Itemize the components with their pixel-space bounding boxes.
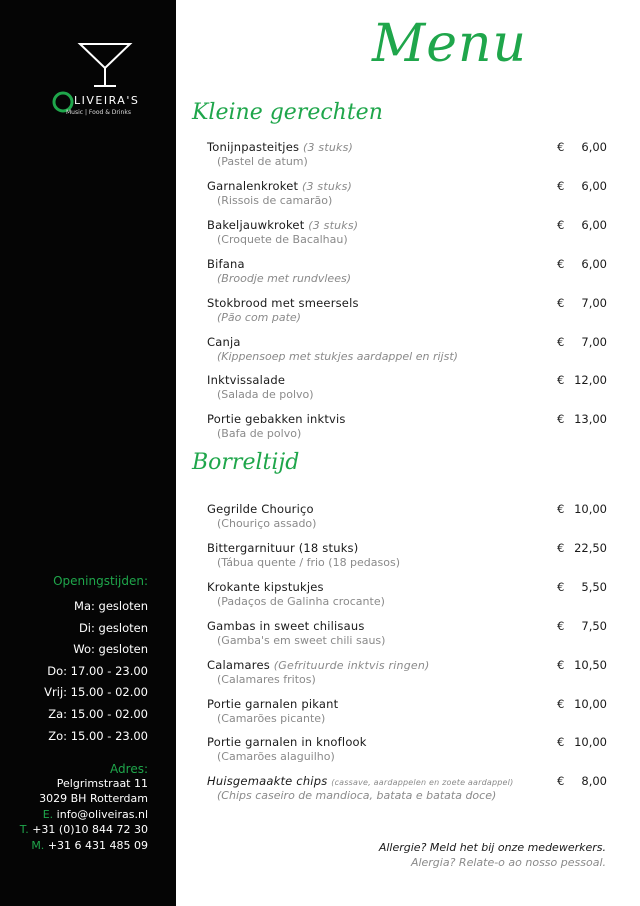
- menu-item-price: [557, 412, 607, 426]
- menu-item-name-line: [207, 218, 607, 232]
- menu-item: [207, 257, 607, 285]
- currency-symbol: €: [557, 540, 565, 555]
- allergy-pt: Alergia? Relate-o ao nosso pessoal.: [410, 856, 606, 869]
- hours-row: Vrij: 15.00 - 02.00: [44, 685, 148, 700]
- menu-item-translation: (Camarões picante): [217, 711, 326, 725]
- menu-item-name-line: [207, 658, 607, 672]
- menu-item-translation: (Kippensoep met stukjes aardappel en rijst): [217, 349, 458, 363]
- currency-symbol: €: [557, 774, 565, 789]
- email-label: E.: [42, 807, 54, 821]
- phone-number[interactable]: +31 (0)10 844 72 30: [32, 823, 148, 837]
- menu-item-translation: (Tábua quente / frio (18 pedasos): [217, 555, 401, 569]
- price-value: 7,50: [581, 618, 607, 633]
- price-value: 6,00: [581, 217, 607, 232]
- menu-item-translation: (Chips caseiro de mandioca, batata e batata doce): [217, 789, 497, 803]
- allergy-notice: [379, 840, 606, 870]
- menu-item-note: (cassave, aardappelen en zoete aardappel): [331, 778, 514, 788]
- hours-title: Openingstijden:: [53, 574, 148, 588]
- menu-item-price: [557, 541, 607, 555]
- menu-item-name-line: [207, 735, 607, 749]
- menu-item-name-line: [207, 179, 607, 193]
- menu-item-price: [557, 218, 607, 232]
- menu-item-name-line: [207, 140, 607, 154]
- menu-item: [207, 373, 607, 401]
- allergy-nl: Allergie? Meld het bij onze medewerkers.: [378, 841, 606, 854]
- menu-item-name: Bifana: [207, 256, 245, 271]
- menu-item-name: Gegrilde Chouriço: [207, 502, 314, 516]
- opening-hours: [44, 596, 148, 747]
- menu-item-name: Bittergarnituur (18 stuks): [207, 540, 359, 555]
- menu-item-translation: (Camarões alaguilho): [217, 750, 335, 764]
- currency-symbol: €: [557, 217, 565, 232]
- menu-item: [207, 218, 607, 246]
- price-value: 6,00: [581, 140, 607, 154]
- currency-symbol: €: [557, 334, 565, 349]
- menu-item-translation: (Pastel de atum): [217, 155, 308, 168]
- menu-item-name: Huisgemaakte chips: [207, 774, 328, 789]
- menu-item-price: [557, 580, 607, 594]
- brand-logo: [50, 40, 170, 125]
- menu-item-name: Canja: [207, 334, 241, 349]
- menu-item-price: [557, 179, 607, 193]
- menu-item-name-line: [207, 541, 607, 555]
- menu-item-note: (3 stuks): [303, 141, 354, 154]
- menu-item-price: [557, 697, 607, 711]
- menu-item: [207, 658, 607, 686]
- menu-title: Menu: [372, 14, 527, 74]
- price-value: 10,00: [574, 735, 607, 750]
- currency-symbol: €: [557, 657, 565, 672]
- price-value: 5,50: [581, 579, 607, 594]
- menu-item: [207, 335, 607, 363]
- currency-symbol: €: [557, 579, 565, 594]
- menu-item-price: [557, 335, 607, 349]
- menu-item-name: Calamares: [207, 657, 270, 672]
- currency-symbol: €: [557, 256, 565, 271]
- menu-item-price: [557, 502, 607, 516]
- currency-symbol: €: [557, 295, 565, 310]
- phone-label: T.: [19, 823, 29, 837]
- menu-item-note: (3 stuks): [302, 179, 353, 193]
- menu-item-note: (3 stuks): [308, 218, 359, 232]
- menu-item-name: Portie garnalen in knoflook: [207, 735, 367, 750]
- price-value: 6,00: [581, 256, 607, 271]
- menu-item-price: [557, 257, 607, 271]
- menu-item-price: [557, 296, 607, 310]
- address-street: Pelgrimstraat 11: [56, 777, 148, 790]
- hours-row: Za: 15.00 - 02.00: [48, 706, 148, 721]
- address-title: Adres:: [110, 762, 148, 776]
- menu-item-name-line: [207, 619, 607, 633]
- price-value: 10,00: [574, 696, 607, 711]
- hours-row: Wo: gesloten: [73, 642, 148, 657]
- currency-symbol: €: [557, 502, 565, 516]
- menu-item-name: Krokante kipstukjes: [207, 579, 324, 594]
- menu-item: [207, 580, 607, 608]
- menu-item-name-line: [207, 296, 607, 310]
- brand-name: LIVEIRA'S: [74, 94, 140, 107]
- menu-item-name: Tonijnpasteitjes: [207, 140, 300, 154]
- menu-item: [207, 619, 607, 647]
- menu-item: [207, 412, 607, 440]
- menu-item-name: Inktvissalade: [207, 373, 286, 388]
- mobile-number[interactable]: +31 6 431 485 09: [47, 838, 148, 852]
- price-value: 12,00: [574, 373, 607, 388]
- currency-symbol: €: [557, 696, 565, 711]
- currency-symbol: €: [557, 178, 565, 193]
- menu-item-name: Portie gebakken inktvis: [207, 412, 346, 427]
- price-value: 13,00: [574, 412, 607, 427]
- menu-item-name-line: [207, 580, 607, 594]
- menu-item-note: (Gefrituurde inktvis ringen): [273, 658, 430, 672]
- menu-item-name-line: [207, 335, 607, 349]
- menu-item: [207, 541, 607, 569]
- hours-row: Ma: gesloten: [74, 599, 148, 613]
- email-link[interactable]: info@oliveiras.nl: [56, 807, 148, 821]
- menu-item-translation: (Rissois de camarão): [217, 193, 333, 207]
- menu-item-translation: (Broodje met rundvlees): [217, 271, 351, 285]
- hours-row: Do: 17.00 - 23.00: [47, 663, 148, 678]
- menu-item-name-line: [207, 774, 607, 788]
- menu-item-name: Stokbrood met smeersels: [207, 295, 359, 310]
- menu-item-price: [557, 774, 607, 788]
- section-title: Borreltijd: [192, 450, 300, 475]
- price-value: 8,00: [581, 774, 607, 789]
- menu-item-name: Garnalenkroket: [207, 178, 299, 193]
- menu-item-translation: (Gamba's em sweet chili saus): [217, 633, 386, 647]
- currency-symbol: €: [557, 140, 565, 154]
- price-value: 10,00: [574, 502, 607, 516]
- menu-item: [207, 140, 607, 168]
- address-block: [20, 776, 148, 853]
- menu-item-name: Bakeljauwkroket: [207, 217, 305, 232]
- price-value: 22,50: [574, 540, 607, 555]
- menu-item-translation: (Padaços de Galinha crocante): [217, 594, 385, 608]
- menu-item-translation: (Croquete de Bacalhau): [217, 232, 348, 246]
- menu-item-price: [557, 658, 607, 672]
- currency-symbol: €: [557, 735, 565, 750]
- price-value: 7,00: [581, 295, 607, 310]
- menu-item-name-line: [207, 502, 607, 516]
- menu-item-translation: (Bafa de polvo): [217, 427, 302, 441]
- price-value: 10,50: [574, 657, 607, 672]
- price-value: 6,00: [581, 178, 607, 193]
- price-value: 7,00: [581, 334, 607, 349]
- menu-item: [207, 502, 607, 530]
- currency-symbol: €: [557, 618, 565, 633]
- menu-item: [207, 735, 607, 763]
- address-city: 3029 BH Rotterdam: [39, 792, 148, 806]
- menu-item-price: [557, 735, 607, 749]
- section-title: Kleine gerechten: [192, 100, 383, 125]
- menu-item-price: [557, 619, 607, 633]
- menu-item-price: [557, 373, 607, 387]
- menu-item-name: Portie garnalen pikant: [207, 696, 339, 711]
- sidebar: [0, 0, 176, 906]
- menu-item-translation: (Salada de polvo): [217, 388, 314, 402]
- menu-item-name-line: [207, 412, 607, 426]
- menu-item-name: Gambas in sweet chilisaus: [207, 618, 365, 633]
- menu-item-translation: (Chouriço assado): [217, 517, 317, 530]
- hours-row: Di: gesloten: [78, 620, 148, 635]
- menu-item-translation: (Pão com pate): [217, 310, 301, 324]
- brand-tagline: Music | Food & Drinks: [66, 109, 131, 116]
- menu-item: [207, 774, 607, 802]
- currency-symbol: €: [557, 412, 565, 427]
- menu-item-translation: (Calamares fritos): [217, 672, 316, 686]
- menu-item-price: [557, 140, 607, 154]
- mobile-label: M.: [31, 838, 45, 852]
- menu-item-name-line: [207, 257, 607, 271]
- menu-item: [207, 296, 607, 324]
- menu-item: [207, 179, 607, 207]
- currency-symbol: €: [557, 373, 565, 388]
- menu-item-name-line: [207, 697, 607, 711]
- menu-item-name-line: [207, 373, 607, 387]
- menu-item: [207, 697, 607, 725]
- hours-row: Zo: 15.00 - 23.00: [48, 728, 148, 743]
